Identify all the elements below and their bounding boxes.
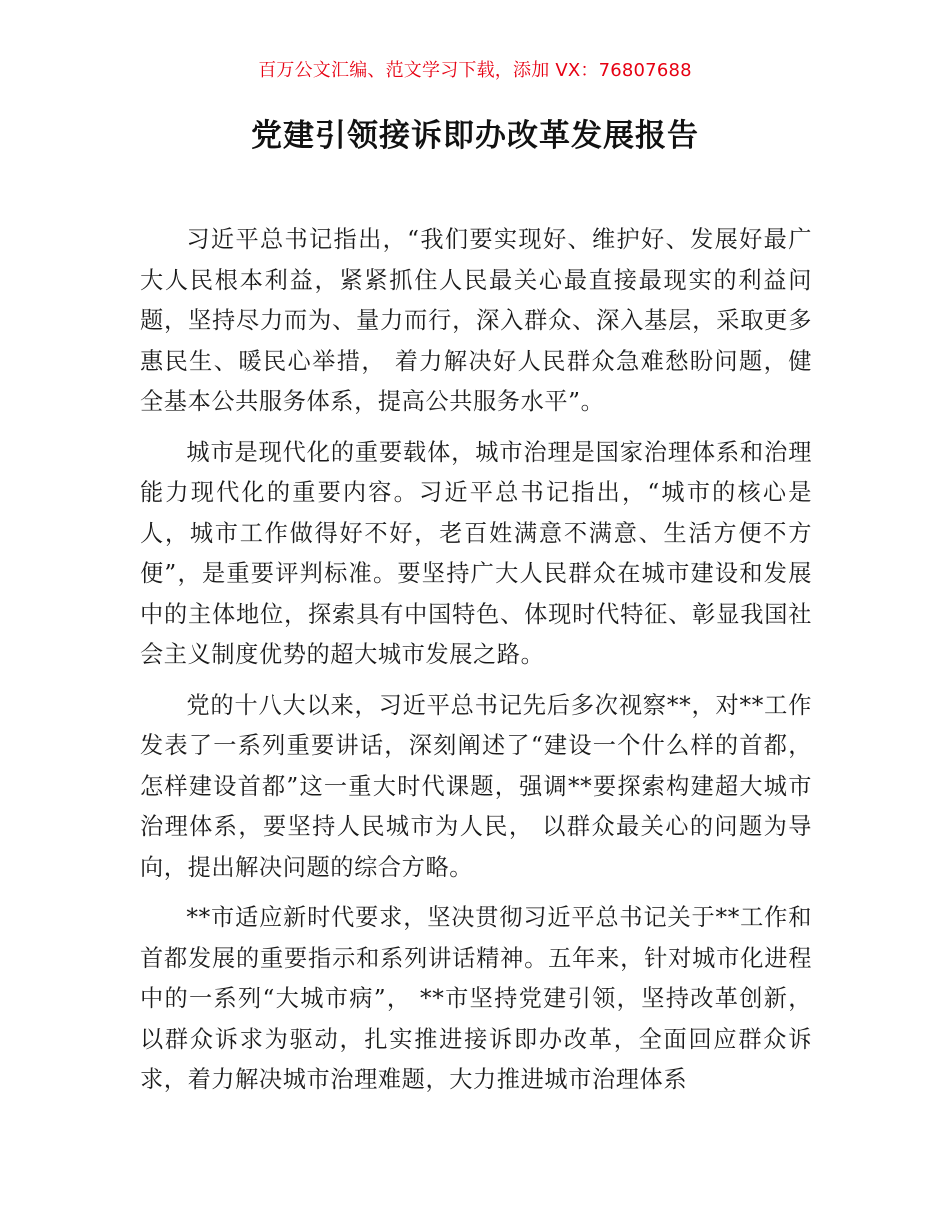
paragraph-3: 党的十八大以来，习近平总书记先后多次视察**，对**工作发表了一系列重要讲话，深刻阐述了“建设一个什么样的首都，怎样建设首都”这一重大时代课题，强调**要探索构建超大城市治理体系，要坚持人民城市为人民， 以群众最关心的问题为导向，提出解决问题的综合方略。 <box>140 691 812 881</box>
document-body <box>140 220 812 1111</box>
document-title: 党建引领接诉即办改革发展报告 <box>251 118 699 154</box>
header-promo-note: 百万公文汇编、范文学习下载，添加 VX：76807688 <box>258 60 692 81</box>
paragraph-1: 习近平总书记指出，“我们要实现好、维护好、发展好最广大人民根本利益，紧紧抓住人民最关心最直接最现实的利益问题，坚持尽力而为、量力而行，深入群众、深入基层，采取更多惠民生、暖民心举措， 着力解决好人民群众急难愁盼问题，健全基本公共服务体系，提高公共服务水平”。 <box>140 226 812 415</box>
paragraph-4: **市适应新时代要求，坚决贯彻习近平总书记关于**工作和首都发展的重要指示和系列讲话精神。五年来，针对城市化进程中的一系列“大城市病”， **市坚持党建引领，坚持改革创新，以群众诉求为驱动，扎实推进接诉即办改革，全面回应群众诉求，着力解决城市治理难题，大力推进城市治理体系 <box>140 904 812 1093</box>
paragraph-2: 城市是现代化的重要载体，城市治理是国家治理体系和治理能力现代化的重要内容。习近平总书记指出，“城市的核心是人，城市工作做得好不好，老百姓满意不满意、生活方便不方便”，是重要评判标准。要坚持广大人民群众在城市建设和发展中的主体地位，探索具有中国特色、体现时代特征、彰显我国社会主义制度优势的超大城市发展之路。 <box>140 438 812 668</box>
